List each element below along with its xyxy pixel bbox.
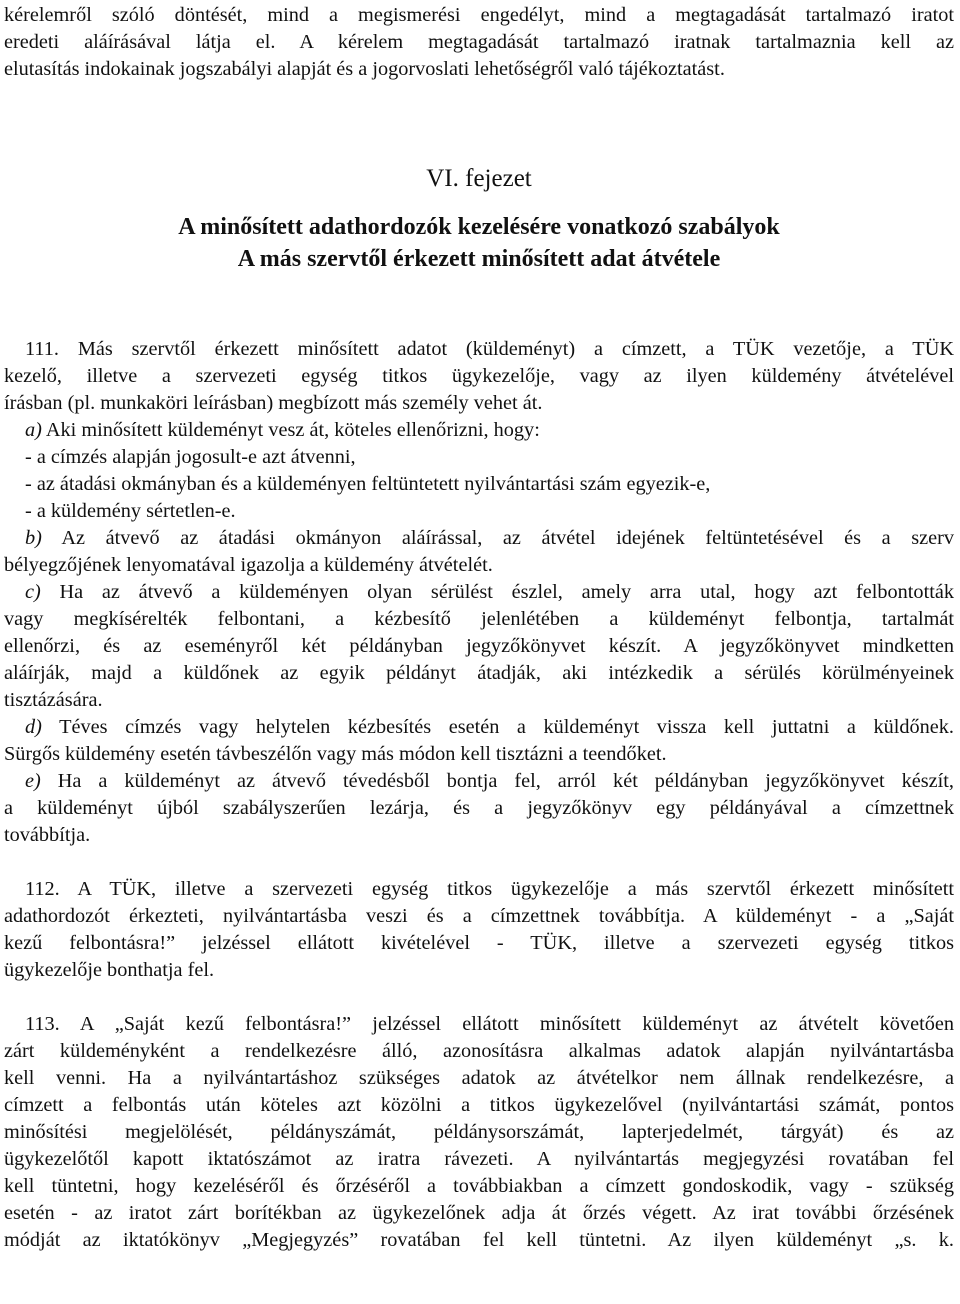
text-line: tisztázására. <box>4 689 103 711</box>
document-page <box>4 2 954 1254</box>
list-item: - az átadási okmányban és a küldeményen feltüntetett nyilvántartási szám egyezik-e, <box>25 473 711 495</box>
subpoint-text: Aki minősített küldeményt vesz át, köteles ellenőrizni, hogy: <box>41 419 540 441</box>
text-line: Sürgős küldemény esetén távbeszélőn vagy más módon kell tisztázni a teendőket. <box>4 743 667 765</box>
chapter-subtitle: A más szervtől érkezett minősített adat átvétele <box>237 246 721 272</box>
text-line: ellenőrzi, és az eseményről két példányban jegyzőkönyvet készít. A jegyzőkönyvet mindketten <box>4 635 954 657</box>
subpoint-marker: a) <box>25 419 42 441</box>
text-line: kezelő, illetve a szervezeti egység titkos ügykezelője, vagy az ilyen küldemény átvételével <box>4 365 954 387</box>
section-113 <box>4 1011 954 1254</box>
text-line: ügykezelőtől kapott iktatószámot az iratra rávezeti. A nyilvántartás megjegyzési rovatában fel <box>4 1148 954 1170</box>
text-line: bélyegzőjének lenyomatával igazolja a küldemény átvételét. <box>4 554 493 576</box>
list-item: - a címzés alapján jogosult-e azt átvenni, <box>25 446 356 468</box>
subpoint-marker: c) <box>25 581 41 603</box>
text-line: módját az iktatókönyv „Megjegyzés” rovatában fel kell tüntetni. Az ilyen küldeményt „s. k. <box>4 1229 954 1251</box>
subpoint-marker: b) <box>25 527 42 549</box>
subpoint-text: Ha az átvevő a küldeményen olyan sérülést észlel, amely arra utal, hogy azt felbontották <box>40 581 954 603</box>
subpoint-text: Az átvevő az átadási okmányon aláírással, az átvétel idejének feltüntetésével és a szerv <box>41 527 954 549</box>
text-line: 112. A TÜK, illetve a szervezeti egység titkos ügykezelője a más szervtől érkezett minősített <box>25 878 954 900</box>
subpoint-marker: e) <box>25 770 41 792</box>
text-line: címzett a felbontás után köteles azt közölni a titkos ügykezelővel (nyilvántartási számát, pontos <box>4 1094 954 1116</box>
subpoint-a <box>4 417 954 444</box>
subpoint-text: Téves címzés vagy helytelen kézbesítés esetén a küldeményt vissza kell juttatni a küldőnek. <box>41 716 954 738</box>
subpoint-marker: d) <box>25 716 42 738</box>
text-line: elutasítás indokainak jogszabályi alapját és a jogorvoslati lehetőségről való tájékoztatást. <box>4 58 725 80</box>
text-line: minősítési megjelölését, példányszámát, példánysorszámát, lapterjedelmét, tárgyát) és az <box>4 1121 954 1143</box>
section-111 <box>4 336 954 849</box>
intro-paragraph <box>4 2 954 83</box>
text-line: kell tüntetni, hogy kezeléséről és őrzéséről a továbbiakban a címzett gondoskodik, vagy - szükség <box>4 1175 954 1197</box>
text-line: adathordozót érkezteti, nyilvántartásba veszi és a címzettnek továbbítja. A küldeményt - a „Saját <box>4 905 954 927</box>
section-112 <box>4 876 954 984</box>
list-item: - a küldemény sértetlen-e. <box>25 500 236 522</box>
chapter-title: A minősített adathordozók kezelésére vonatkozó szabályok <box>178 214 780 240</box>
text-line: írásban (pl. munkaköri leírásban) megbízott más személy vehet át. <box>4 392 543 414</box>
text-line: 111. Más szervtől érkezett minősített adatot (küldeményt) a címzett, a TÜK vezetője, a TÜK <box>25 338 954 360</box>
text-line: a küldeményt újból szabályszerűen lezárja, és a jegyzőkönyv egy példányával a címzettnek <box>4 797 954 819</box>
subpoint-c <box>4 579 954 606</box>
subpoint-d <box>4 714 954 741</box>
text-line: továbbítja. <box>4 824 91 846</box>
text-line: esetén - az iratot zárt borítékban az ügykezelőnek adja át őrzés végett. Az irat további őrzésének <box>4 1202 954 1224</box>
subpoint-text: Ha a küldeményt az átvevő tévedésből bontja fel, arról két példányban jegyzőkönyvet készít, <box>40 770 954 792</box>
subpoint-b <box>4 525 954 552</box>
chapter-number: VI. fejezet <box>426 165 532 192</box>
text-line: 113. A „Saját kezű felbontásra!” jelzéssel ellátott minősített küldeményt az átvételt követően <box>25 1013 954 1035</box>
text-line: kérelemről szóló döntését, mind a megismerési engedélyt, mind a megtagadását tartalmazó iratot <box>4 4 954 26</box>
text-line: kezű felbontásra!” jelzéssel ellátott kivételével - TÜK, illetve a szervezeti egység titkos <box>4 932 954 954</box>
text-line: zárt küldeményként a rendelkezésre álló, azonosításra alkalmas adatok alapján nyilvántartásba <box>4 1040 954 1062</box>
subpoint-e <box>4 768 954 795</box>
text-line: kell venni. Ha a nyilvántartáshoz szükséges adatok az átvételkor nem állnak rendelkezésre, a <box>4 1067 954 1089</box>
text-line: eredeti aláírásával látja el. A kérelem megtagadását tartalmazó iratnak tartalmaznia kell az <box>4 31 954 53</box>
text-line: ügykezelője bonthatja fel. <box>4 959 215 981</box>
text-line: vagy megkísérelték felbontani, a kézbesítő jelenlétében a küldeményt felbontja, tartalmát <box>4 608 954 630</box>
text-line: aláírják, majd a küldőnek az egyik példányt átadják, aki intézkedik a sérülés körülményeinek <box>4 662 954 684</box>
